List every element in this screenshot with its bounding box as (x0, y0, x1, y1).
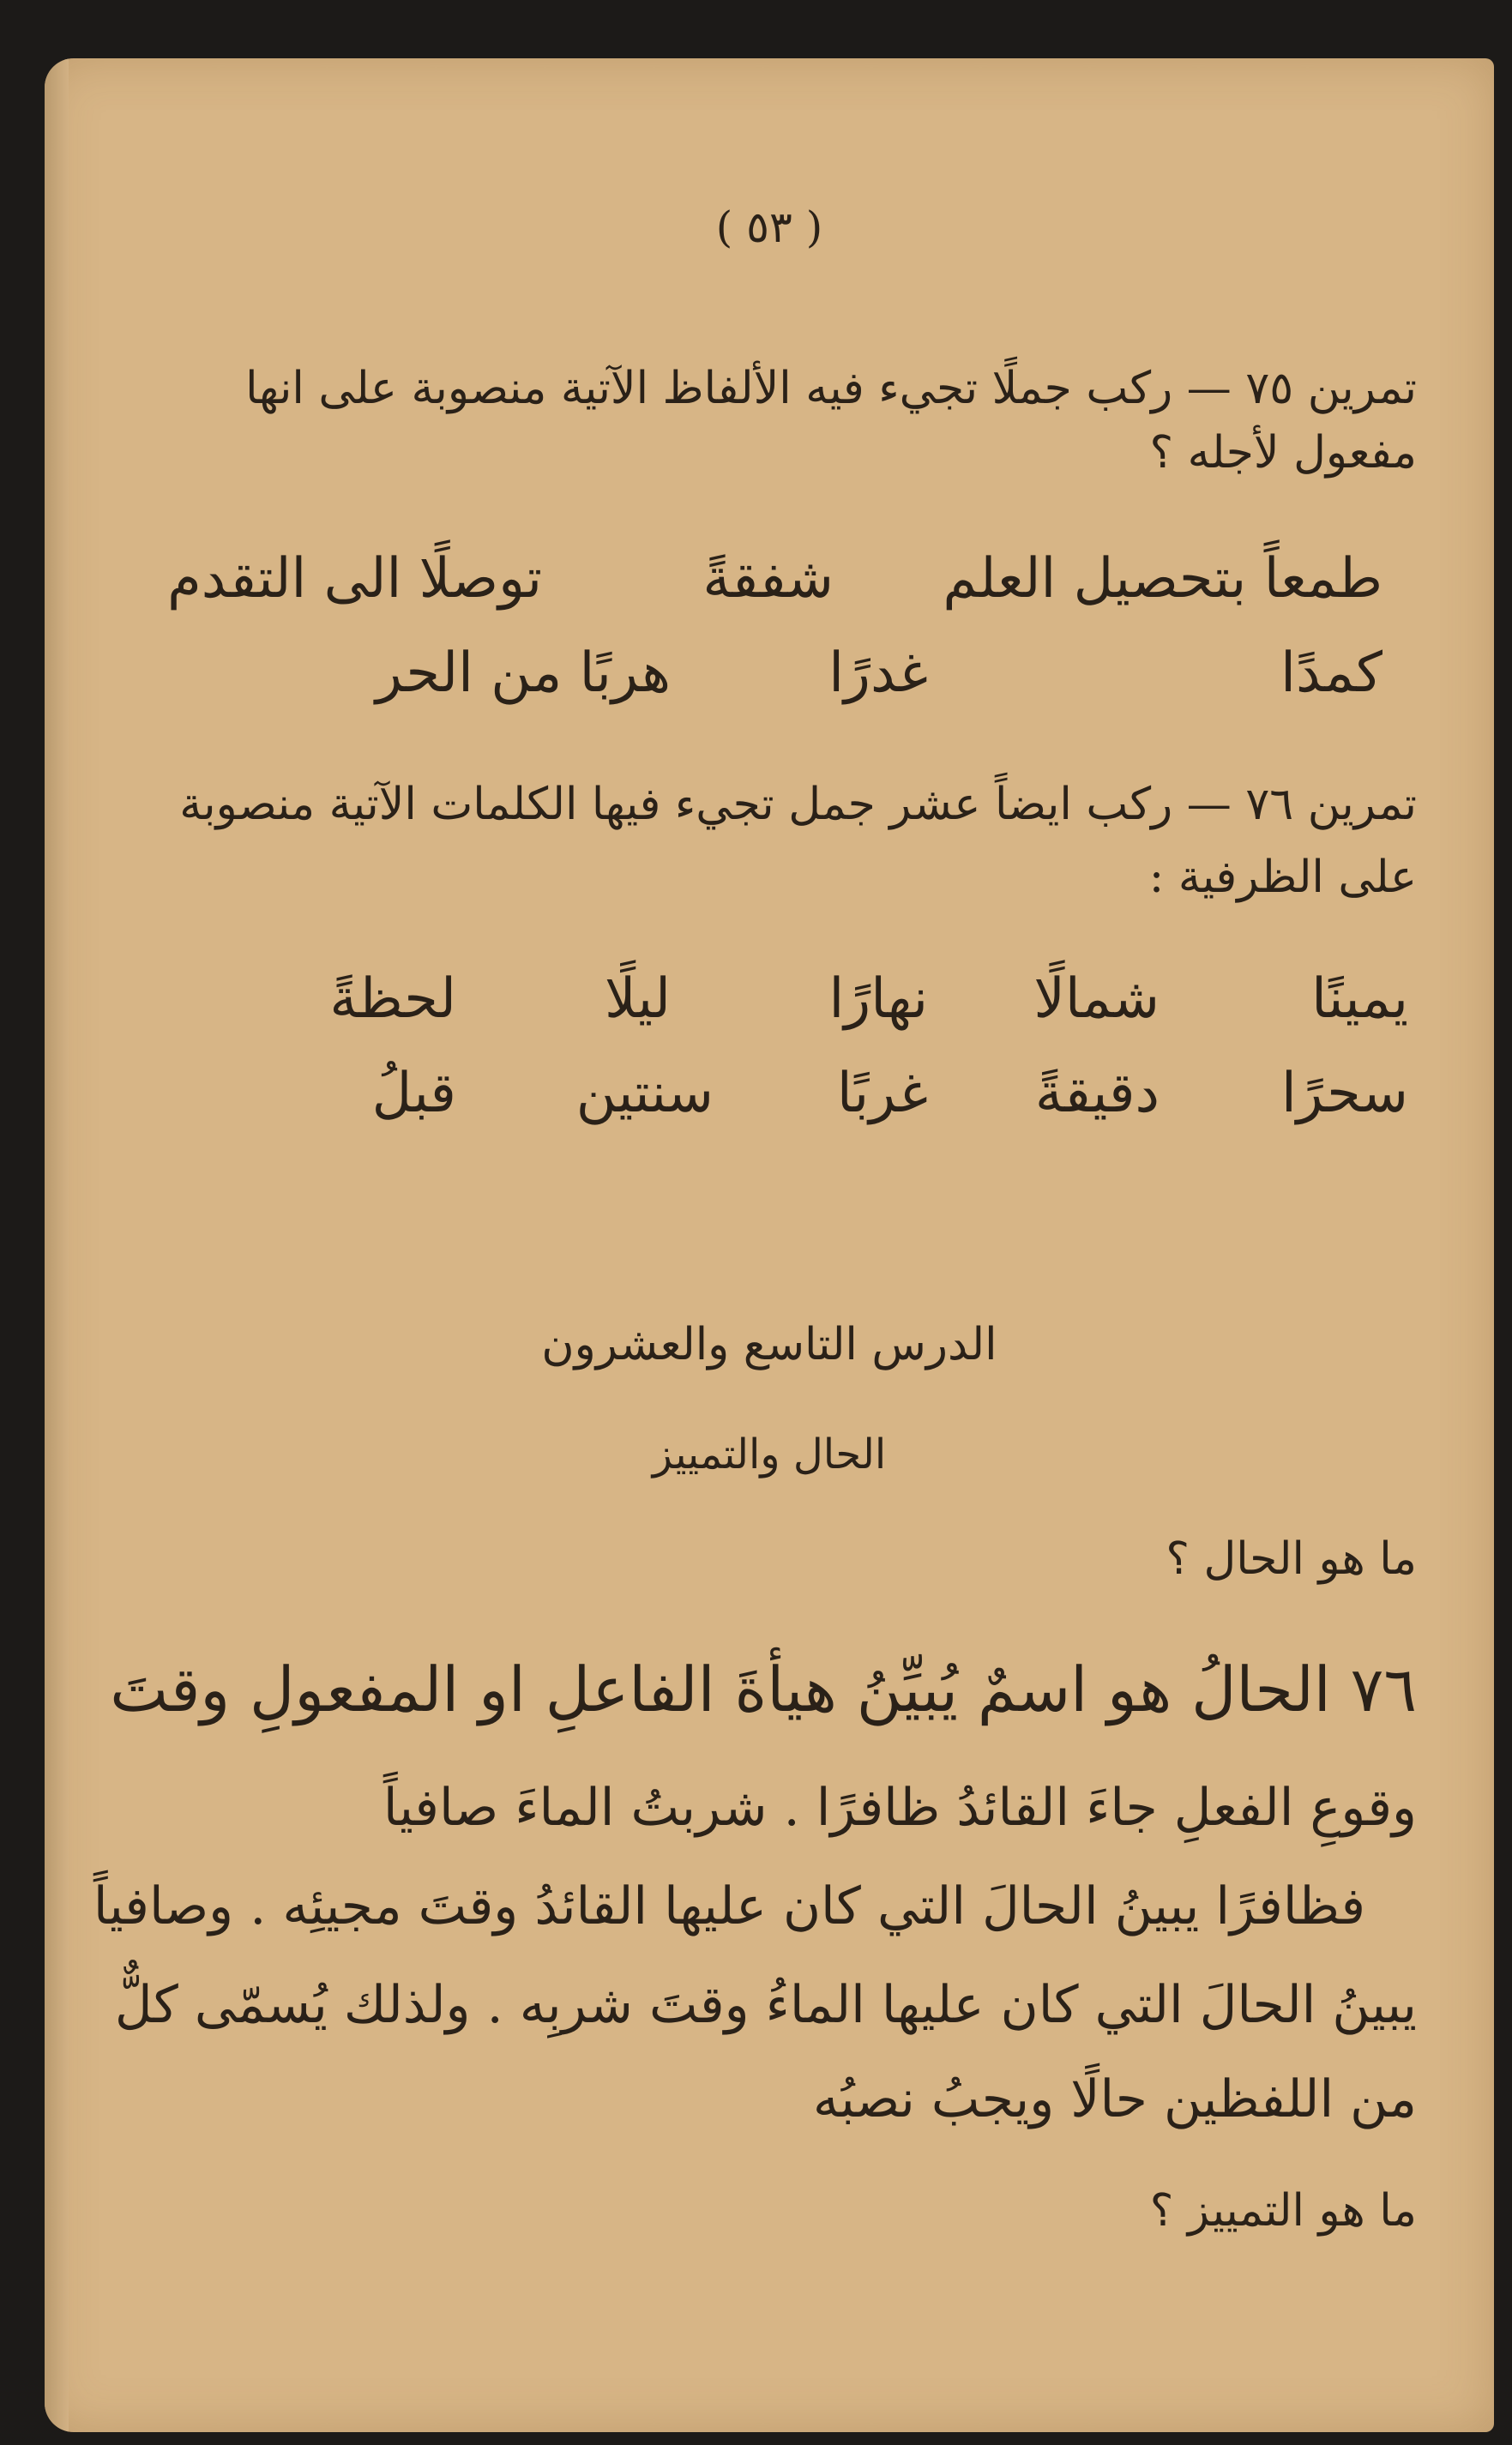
ex76-word: سحرًا (1280, 1062, 1408, 1125)
exercise-75-heading-cont: مفعول لأجله ؟ (1149, 427, 1417, 479)
page-edge (45, 58, 69, 2432)
ex76-word: غربًا (836, 1062, 928, 1125)
rule-line-2: وقوعِ الفعلِ جاءَ القائدُ ظافرًا . شربتُ الماءَ صافياً (383, 1778, 1417, 1838)
explanation-line-3: من اللفظين حالًا ويجبُ نصبُه (812, 2069, 1417, 2129)
ex76-word: سنتين (575, 1062, 714, 1125)
ex75-word: توصلًا الى التقدم (167, 547, 542, 611)
ex75-word: كمدًا (1280, 641, 1382, 705)
ex76-word: يمينًا (1311, 967, 1408, 1031)
lesson-title: الدرس التاسع والعشرون (541, 1319, 997, 1370)
explanation-line-1: فظافرًا يبينُ الحالَ التي كان عليها القائدُ وقتَ مجيئِه . وصافياً (93, 1876, 1365, 1936)
ex75-word: طمعاً بتحصيل العلم (943, 547, 1382, 611)
page-number: ( ٥٣ ) (715, 202, 823, 252)
rule-line-1: ٧٦ الحالُ هو اسمٌ يُبيِّنُ هيأةَ الفاعلِ او المفعولِ وقتَ (110, 1653, 1417, 1725)
question-what-is-tamyiz: ما هو التمييز ؟ (1149, 2185, 1417, 2237)
ex76-word: لحظةً (329, 967, 456, 1031)
ex75-word: هربًا من الحر (376, 641, 671, 705)
explanation-line-2: يبينُ الحالَ التي كان عليها الماءُ وقتَ شربِه . ولذلك يُسمّى كلٌّ (114, 1975, 1417, 2035)
ex75-word: غدرًا (828, 641, 928, 705)
ex75-word: شفقةً (702, 547, 834, 611)
question-what-is-hal: ما هو الحال ؟ (1166, 1533, 1417, 1585)
ex76-word: قبلُ (371, 1062, 456, 1125)
ex76-word: نهارًا (828, 967, 928, 1031)
ex76-word: شمالًا (1033, 967, 1160, 1031)
ex76-word: دقيقةً (1034, 1062, 1160, 1125)
ex76-word: ليلًا (605, 967, 671, 1031)
exercise-75-heading: تمرين ٧٥ — ركب جملًا تجيء فيه الألفاظ الآتية منصوبة على انها (245, 363, 1417, 414)
lesson-subtitle: الحال والتمييز (652, 1430, 887, 1478)
exercise-76-heading-cont: على الظرفية : (1148, 852, 1417, 903)
book-page (45, 58, 1494, 2432)
exercise-76-heading: تمرين ٧٦ — ركب ايضاً عشر جمل تجيء فيها الكلمات الآتية منصوبة (179, 779, 1417, 830)
